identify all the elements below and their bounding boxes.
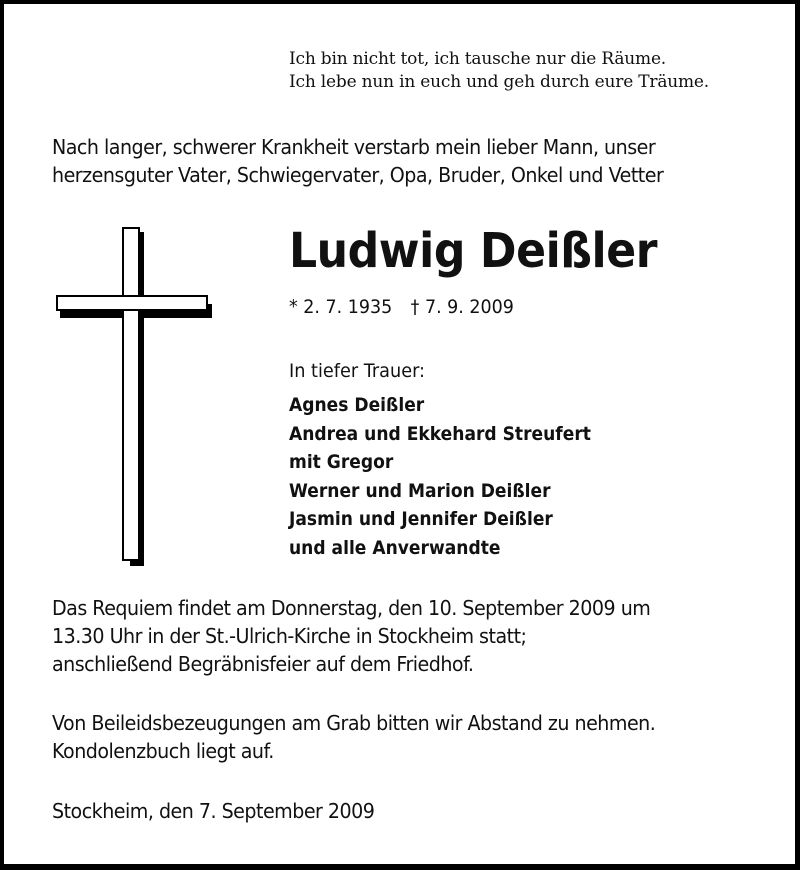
requiem-line: anschließend Begräbnisfeier auf dem Friedhof.: [52, 652, 474, 676]
birth-date: * 2. 7. 1935: [289, 296, 393, 318]
mourner: Werner und Marion Deißler: [289, 479, 551, 502]
condolences-line: Kondolenzbuch liegt auf.: [52, 739, 274, 763]
mourning-label: In tiefer Trauer:: [289, 360, 425, 382]
mourner: Andrea und Ekkehard Streufert: [289, 422, 591, 445]
mourner: und alle Anverwandte: [289, 536, 501, 559]
mourners-list: [289, 391, 591, 563]
requiem-info: [52, 594, 650, 678]
death-date: † 7. 9. 2009: [410, 296, 514, 318]
mourner: mit Gregor: [289, 451, 394, 474]
life-dates: [289, 294, 514, 320]
place-date: Stockheim, den 7. September 2009: [52, 799, 375, 823]
cross-icon: [56, 226, 216, 566]
intro-text: [52, 133, 663, 189]
verse-line: Ich lebe nun in euch und geh durch eure Träume.: [289, 72, 709, 92]
requiem-line: 13.30 Uhr in der St.-Ulrich-Kirche in Stockheim statt;: [52, 624, 527, 648]
intro-line: herzensguter Vater, Schwiegervater, Opa, Bruder, Onkel und Vetter: [52, 163, 664, 187]
intro-line: Nach langer, schwerer Krankheit verstarb mein lieber Mann, unser: [52, 135, 656, 159]
mourner: Agnes Deißler: [289, 394, 425, 416]
requiem-line: Das Requiem findet am Donnerstag, den 10. September 2009 um: [52, 596, 651, 620]
deceased-name: Ludwig Deißler: [289, 223, 658, 279]
mourner: Jasmin und Jennifer Deißler: [289, 508, 553, 531]
condolences-line: Von Beileidsbezeugungen am Grab bitten wir Abstand zu nehmen.: [52, 711, 656, 735]
verse-line: Ich bin nicht tot, ich tausche nur die Räume.: [289, 49, 667, 69]
verse: [289, 48, 709, 94]
condolences-info: [52, 709, 655, 765]
